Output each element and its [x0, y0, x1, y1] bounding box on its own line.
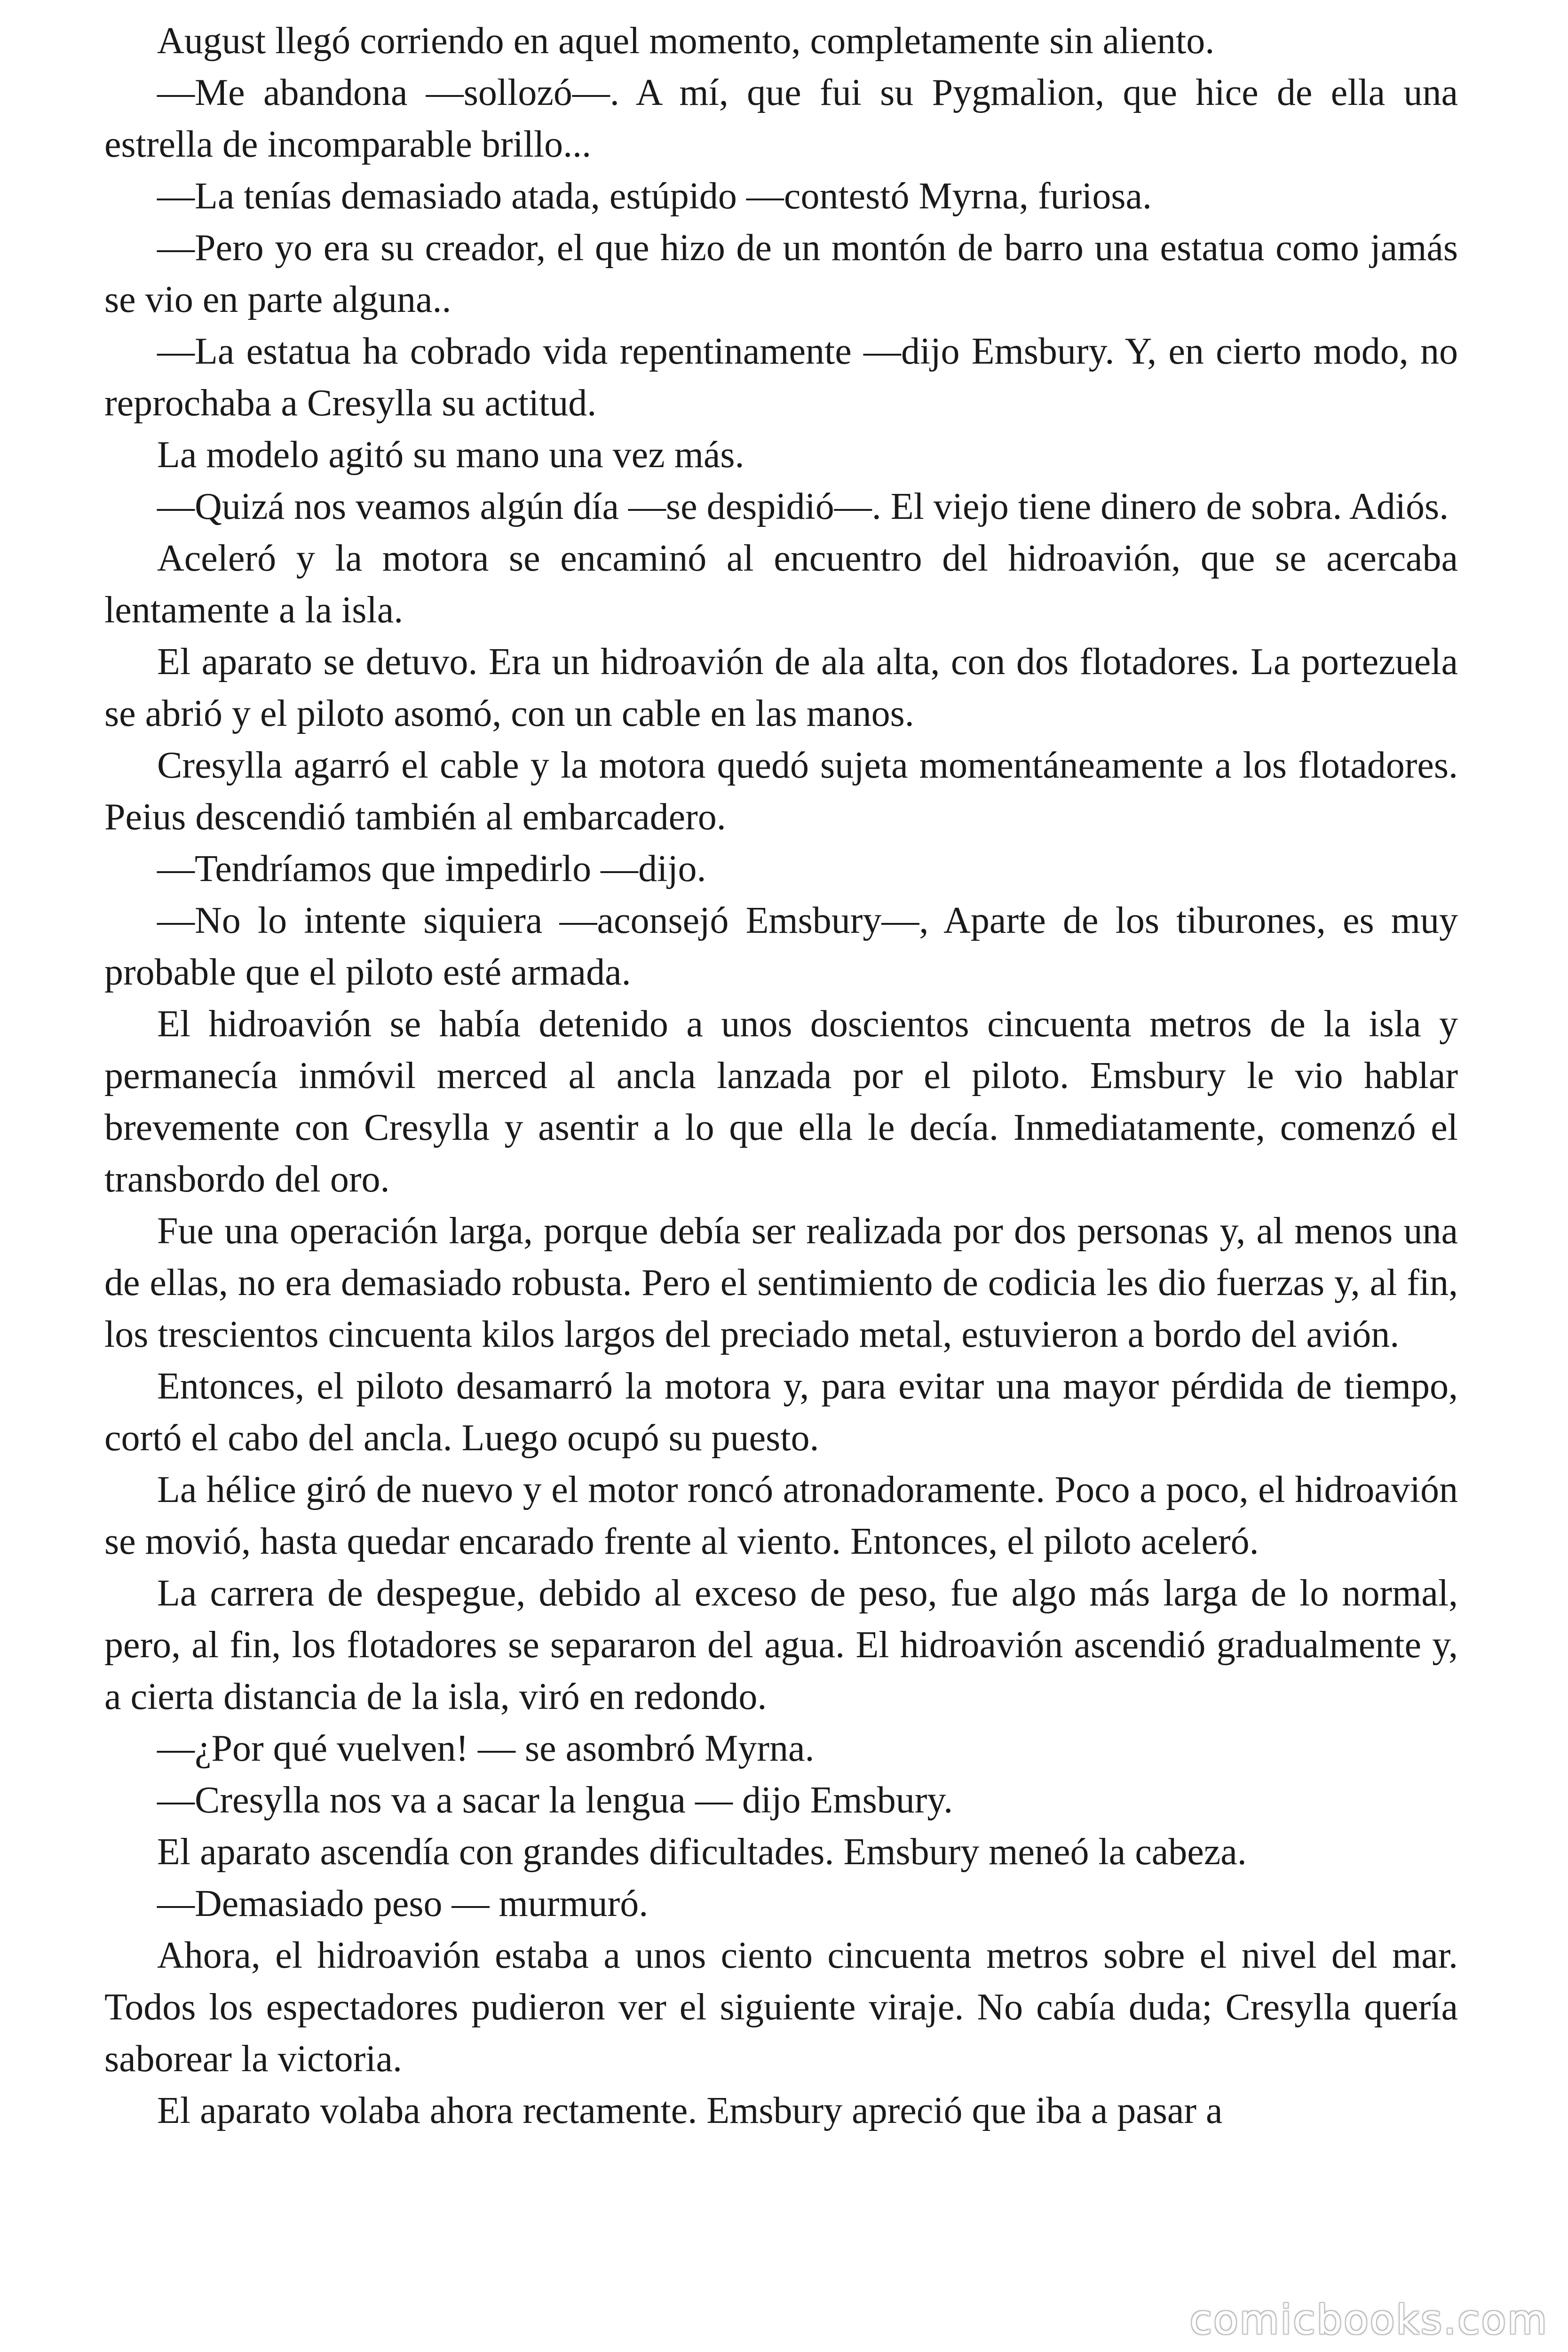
paragraph: —Demasiado peso — murmuró. [157, 1883, 649, 1924]
paragraph: El hidroavión se había detenido a unos doscientos cincuenta metros de la isla y permanecía inmóvil merced al ancla lanzada por el piloto. Emsbury le vio hablar brevemente con Cresylla y asentir a lo que ella le decía. Inmediatamente, comenzó el transbordo del oro. [104, 1003, 1458, 1200]
watermark: comicbooks.com [1189, 2296, 1548, 2344]
paragraph: El aparato ascendía con grandes dificultades. Emsbury meneó la cabeza. [157, 1831, 1247, 1873]
paragraph: El aparato volaba ahora rectamente. Emsbury apreció que iba a pasar a [157, 2090, 1223, 2131]
paragraph: —La estatua ha cobrado vida repentinamente —dijo Emsbury. Y, en cierto modo, no reprochaba a Cresylla su actitud. [104, 331, 1458, 424]
paragraph: Aceleró y la motora se encaminó al encuentro del hidroavión, que se acercaba lentamente a la isla. [104, 538, 1458, 631]
paragraph: —Me abandona —sollozó—. A mí, que fui su Pygmalion, que hice de ella una estrella de incomparable brillo... [104, 72, 1458, 165]
page-text [104, 15, 1458, 2137]
paragraph: Ahora, el hidroavión estaba a unos ciento cincuenta metros sobre el nivel del mar. Todos los espectadores pudieron ver el siguiente viraje. No cabía duda; Cresylla quería saborear la victoria. [104, 1935, 1458, 2080]
paragraph: El aparato se detuvo. Era un hidroavión de ala alta, con dos flotadores. La portezuela se abrió y el piloto asomó, con un cable en las manos. [104, 641, 1458, 734]
paragraph: —¿Por qué vuelven! — se asombró Myrna. [157, 1728, 815, 1769]
paragraph: La modelo agitó su mano una vez más. [157, 434, 744, 476]
paragraph: —Cresylla nos va a sacar la lengua — dijo Emsbury. [157, 1780, 953, 1821]
paragraph: —Quizá nos veamos algún día —se despidió—. El viejo tiene dinero de sobra. Adiós. [157, 486, 1449, 527]
paragraph: —Tendríamos que impedirlo —dijo. [157, 848, 706, 890]
paragraph: —La tenías demasiado atada, estúpido —contestó Myrna, furiosa. [157, 175, 1152, 217]
paragraph: August llegó corriendo en aquel momento, completamente sin aliento. [157, 20, 1215, 62]
paragraph: Fue una operación larga, porque debía ser realizada por dos personas y, al menos una de ellas, no era demasiado robusta. Pero el sentimiento de codicia les dio fuerzas y, al fin, los trescientos cincuenta kilos largos del preciado metal, estuvieron a bordo del avión. [104, 1210, 1458, 1355]
paragraph: —No lo intente siquiera —aconsejó Emsbury—, Aparte de los tiburones, es muy probable que el piloto esté armada. [104, 900, 1458, 993]
paragraph: —Pero yo era su creador, el que hizo de un montón de barro una estatua como jamás se vio en parte alguna.. [104, 227, 1458, 320]
paragraph: Cresylla agarró el cable y la motora quedó sujeta momentáneamente a los flotadores. Peius descendió también al embarcadero. [104, 745, 1458, 838]
paragraph: La carrera de despegue, debido al exceso de peso, fue algo más larga de lo normal, pero, al fin, los flotadores se separaron del agua. El hidroavión ascendió gradualmente y, a cierta distancia de la isla, viró en redondo. [104, 1573, 1458, 1717]
paragraph: Entonces, el piloto desamarró la motora y, para evitar una mayor pérdida de tiempo, cortó el cabo del ancla. Luego ocupó su puesto. [104, 1366, 1458, 1459]
paragraph: La hélice giró de nuevo y el motor roncó atronadoramente. Poco a poco, el hidroavión se movió, hasta quedar encarado frente al viento. Entonces, el piloto aceleró. [104, 1469, 1458, 1562]
